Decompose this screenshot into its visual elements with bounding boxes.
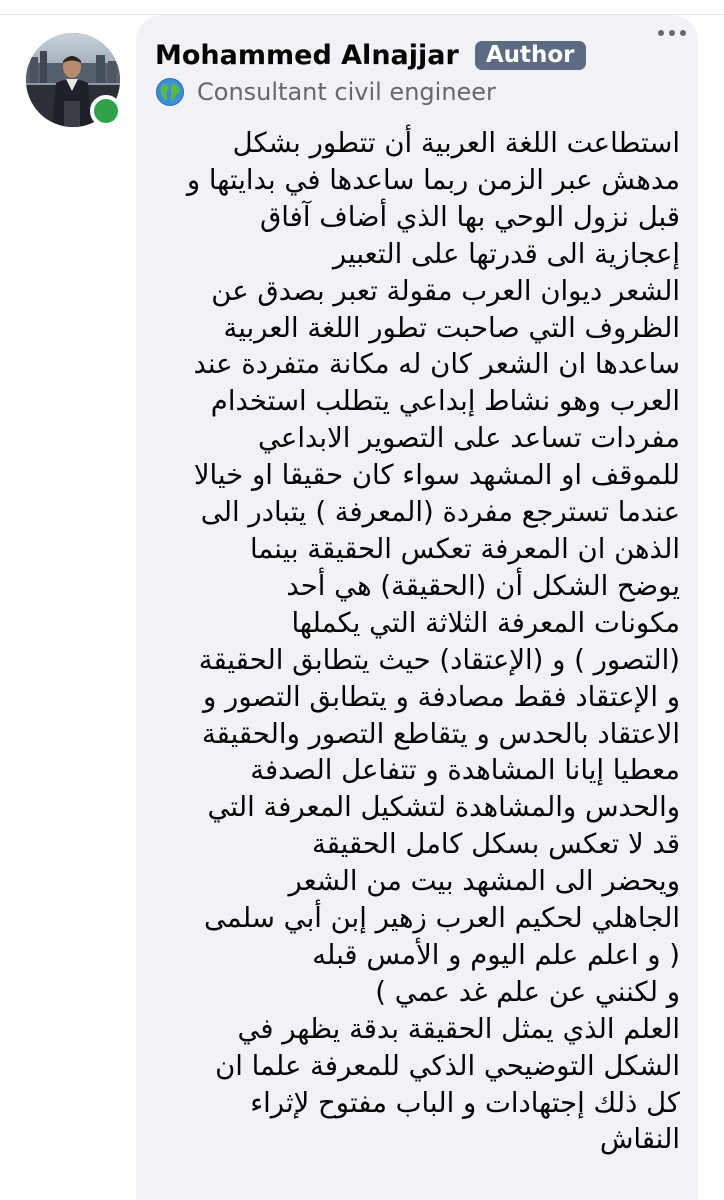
comment-bubble — [136, 15, 698, 1200]
comment-text-line: ويحضر الى المشهد بيت من الشعر — [288, 865, 680, 898]
comment-text-line: الاعتقاد بالحدس و يتقاطع التصور والحقيقة — [201, 717, 680, 750]
comment-text-line: معطيا إيانا المشاهدة و تتفاعل الصدفة — [250, 754, 680, 787]
comment-text-line: (التصور ) و (الإعتقاد) حيث يتطابق الحقيقة — [198, 643, 680, 676]
more-options-icon — [658, 30, 664, 36]
comment-header — [155, 37, 675, 73]
comment-text-line: يوضح الشكل أن (الحقيقة) هي أحد — [286, 569, 680, 602]
comment-text-line: الجاهلي لحكيم العرب زهير إبن أبي سلمى — [203, 902, 680, 935]
comment-text-line: مدهش عبر الزمن ربما ساعدها في بدايتها و — [186, 163, 680, 196]
comment-text-line: الشعر ديوان العرب مقولة تعبر بصدق عن — [211, 274, 680, 307]
comment-text-line: للموقف او المشهد سواء كان حقيقا او خيالا — [193, 459, 680, 492]
comment-text-line: النقاش — [599, 1123, 680, 1156]
comment-text-line: و لكنني عن علم غد عمي ) — [375, 975, 680, 1008]
comment-text-line: الشكل التوضيحي الذكي للمعرفة علما ان — [215, 1049, 680, 1082]
comment-text-line: و الإعتقاد فقط مصادفة و يتطابق التصور و — [203, 680, 680, 713]
comment-text-line: مكونات المعرفة الثلاثة التي يكملها — [291, 606, 680, 639]
comment-text-line: والحدس والمشاهدة لتشكيل المعرفة التي — [207, 791, 680, 824]
globe-icon — [155, 77, 185, 107]
comment-text-line: عندما تسترجع مفردة (المعرفة ) يتبادر الى — [200, 496, 680, 529]
comment-text-line: ساعدها ان الشعر كان له مكانة متفردة عند — [193, 348, 680, 381]
more-options-button[interactable] — [652, 19, 692, 47]
comment-text-line: قبل نزول الوحي بها الذي أضاف آفاق — [259, 200, 680, 233]
comment-text-line: كل ذلك إجتهادات و الباب مفتوح لإثراء — [250, 1086, 680, 1119]
comment-text-line: استطاعت اللغة العربية أن تتطور بشكل — [232, 127, 680, 159]
comment-text-line: مفردات تساعد على التصوير الابداعي — [258, 422, 680, 455]
author-title: Consultant civil engineer — [197, 78, 496, 106]
comment-text — [154, 125, 680, 1158]
commenter-avatar[interactable] — [26, 33, 120, 127]
comment-text-line: الظروف التي صاحبت تطور اللغة العربية — [223, 311, 680, 344]
more-options-icon — [669, 30, 675, 36]
online-status-indicator — [90, 95, 122, 127]
comment-text-line: إعجازية الى قدرتها على التعبير — [332, 237, 680, 270]
comment-text-line: الذهن ان المعرفة تعكس الحقيقة بينما — [249, 532, 680, 565]
author-title-row — [155, 75, 496, 109]
more-options-icon — [680, 30, 686, 36]
author-badge: Author — [475, 41, 586, 70]
comment-text-line: العلم الذي يمثل الحقيقة بدقة يظهر في — [237, 1012, 680, 1045]
comment-text-line: ( و اعلم علم اليوم و الأمس قبله — [312, 938, 680, 971]
comment-text-line: العرب وهو نشاط إبداعي يتطلب استخدام — [210, 385, 680, 418]
comment-text-line: قد لا تعكس بسكل كامل الحقيقة — [311, 828, 680, 861]
author-name[interactable]: Mohammed Alnajjar — [155, 39, 459, 71]
